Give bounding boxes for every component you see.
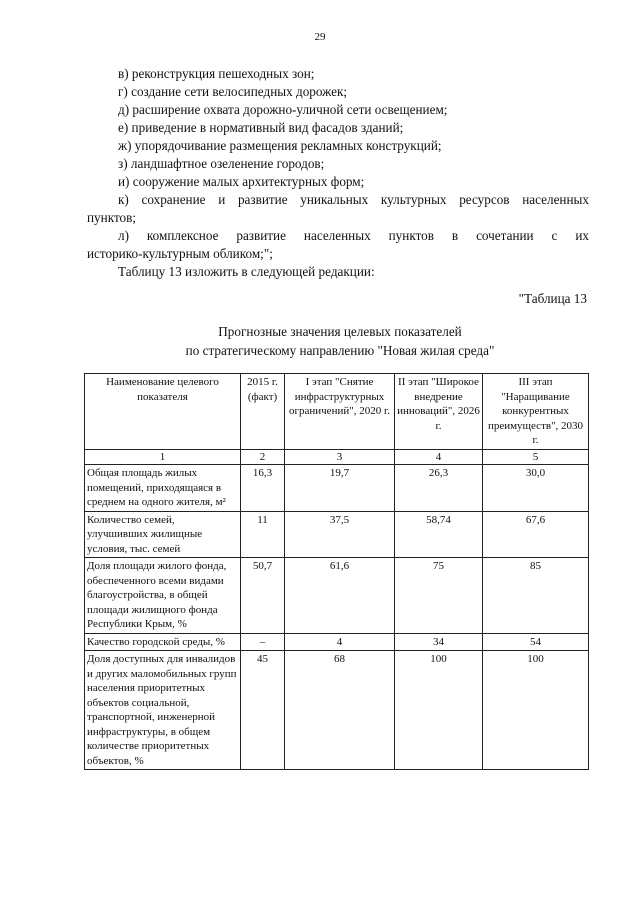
table-header-row	[85, 374, 589, 450]
list-item-zh: ж) упорядочивание размещения рекламных конструкций;	[118, 138, 442, 153]
value-2030: 30,0	[483, 465, 589, 512]
column-number: 5	[483, 449, 589, 465]
list-item-v: в) реконструкция пешеходных зон;	[118, 66, 315, 81]
value-2020: 4	[285, 633, 395, 651]
list-item-g: г) создание сети велосипедных дорожек;	[118, 84, 348, 99]
value-2030: 67,6	[483, 511, 589, 558]
value-2026: 75	[395, 558, 483, 634]
value-2030: 100	[483, 651, 589, 770]
indicator-name: Доля площади жилого фонда, обеспеченного всеми видами благоустройства, в общей площади жилищного фонда Республики Крым, %	[85, 558, 241, 634]
column-number: 3	[285, 449, 395, 465]
indicator-name: Доля доступных для инвалидов и других маломобильных групп населения приоритетных объектов социальной, транспортной, инженерной инфраструктуры, в общем количестве приоритетных объектов, %	[85, 651, 241, 770]
value-2020: 61,6	[285, 558, 395, 634]
value-2030: 85	[483, 558, 589, 634]
column-number: 2	[241, 449, 285, 465]
value-2015: 45	[241, 651, 285, 770]
list-item-d: д) расширение охвата дорожно-уличной сети освещением;	[118, 102, 448, 117]
table-row	[85, 511, 589, 558]
table-row	[85, 465, 589, 512]
list-item-i: и) сооружение малых архитектурных форм;	[118, 174, 365, 189]
indicator-name: Общая площадь жилых помещений, приходящаяся в среднем на одного жителя, м²	[85, 465, 241, 512]
instruction-text: Таблицу 13 изложить в следующей редакции:	[118, 264, 375, 279]
table-row	[85, 633, 589, 651]
header-stage-1: I этап "Снятие инфраструктурных ограничений", 2020 г.	[285, 374, 395, 450]
value-2026: 58,74	[395, 511, 483, 558]
header-stage-3: III этап "Наращивание конкурентных преимуществ", 2030 г.	[483, 374, 589, 450]
list-item-k-line2: пунктов;	[87, 210, 137, 225]
value-2026: 26,3	[395, 465, 483, 512]
list-item-l-line1: л) комплексное развитие населенных пунктов в сочетании с их	[118, 228, 589, 243]
table-row	[85, 651, 589, 770]
value-2030: 54	[483, 633, 589, 651]
value-2020: 19,7	[285, 465, 395, 512]
indicator-name: Качество городской среды, %	[85, 633, 241, 651]
value-2020: 37,5	[285, 511, 395, 558]
value-2015: –	[241, 633, 285, 651]
list-item-l-line2: историко-культурным обликом;";	[87, 246, 273, 261]
list-item-k-line1: к) сохранение и развитие уникальных культурных ресурсов населенных	[118, 192, 589, 207]
indicator-name: Количество семей, улучшивших жилищные условия, тыс. семей	[85, 511, 241, 558]
value-2015: 16,3	[241, 465, 285, 512]
table-title-line2: по стратегическому направлению "Новая жилая среда"	[185, 343, 495, 358]
value-2026: 100	[395, 651, 483, 770]
value-2015: 50,7	[241, 558, 285, 634]
column-number: 4	[395, 449, 483, 465]
value-2026: 34	[395, 633, 483, 651]
header-indicator-name: Наименование целевого показателя	[85, 374, 241, 450]
header-2015: 2015 г. (факт)	[241, 374, 285, 450]
table-row	[85, 558, 589, 634]
list-item-z: з) ландшафтное озеленение городов;	[118, 156, 325, 171]
column-number-row	[85, 449, 589, 465]
value-2020: 68	[285, 651, 395, 770]
page-number: 29	[314, 31, 326, 43]
table-title-line1: Прогнозные значения целевых показателей	[218, 324, 462, 339]
indicators-table	[84, 373, 589, 770]
column-number: 1	[85, 449, 241, 465]
table-label: "Таблица 13	[518, 291, 587, 306]
header-stage-2: II этап "Широкое внедрение инноваций", 2026 г.	[395, 374, 483, 450]
value-2015: 11	[241, 511, 285, 558]
list-item-e: е) приведение в нормативный вид фасадов зданий;	[118, 120, 404, 135]
